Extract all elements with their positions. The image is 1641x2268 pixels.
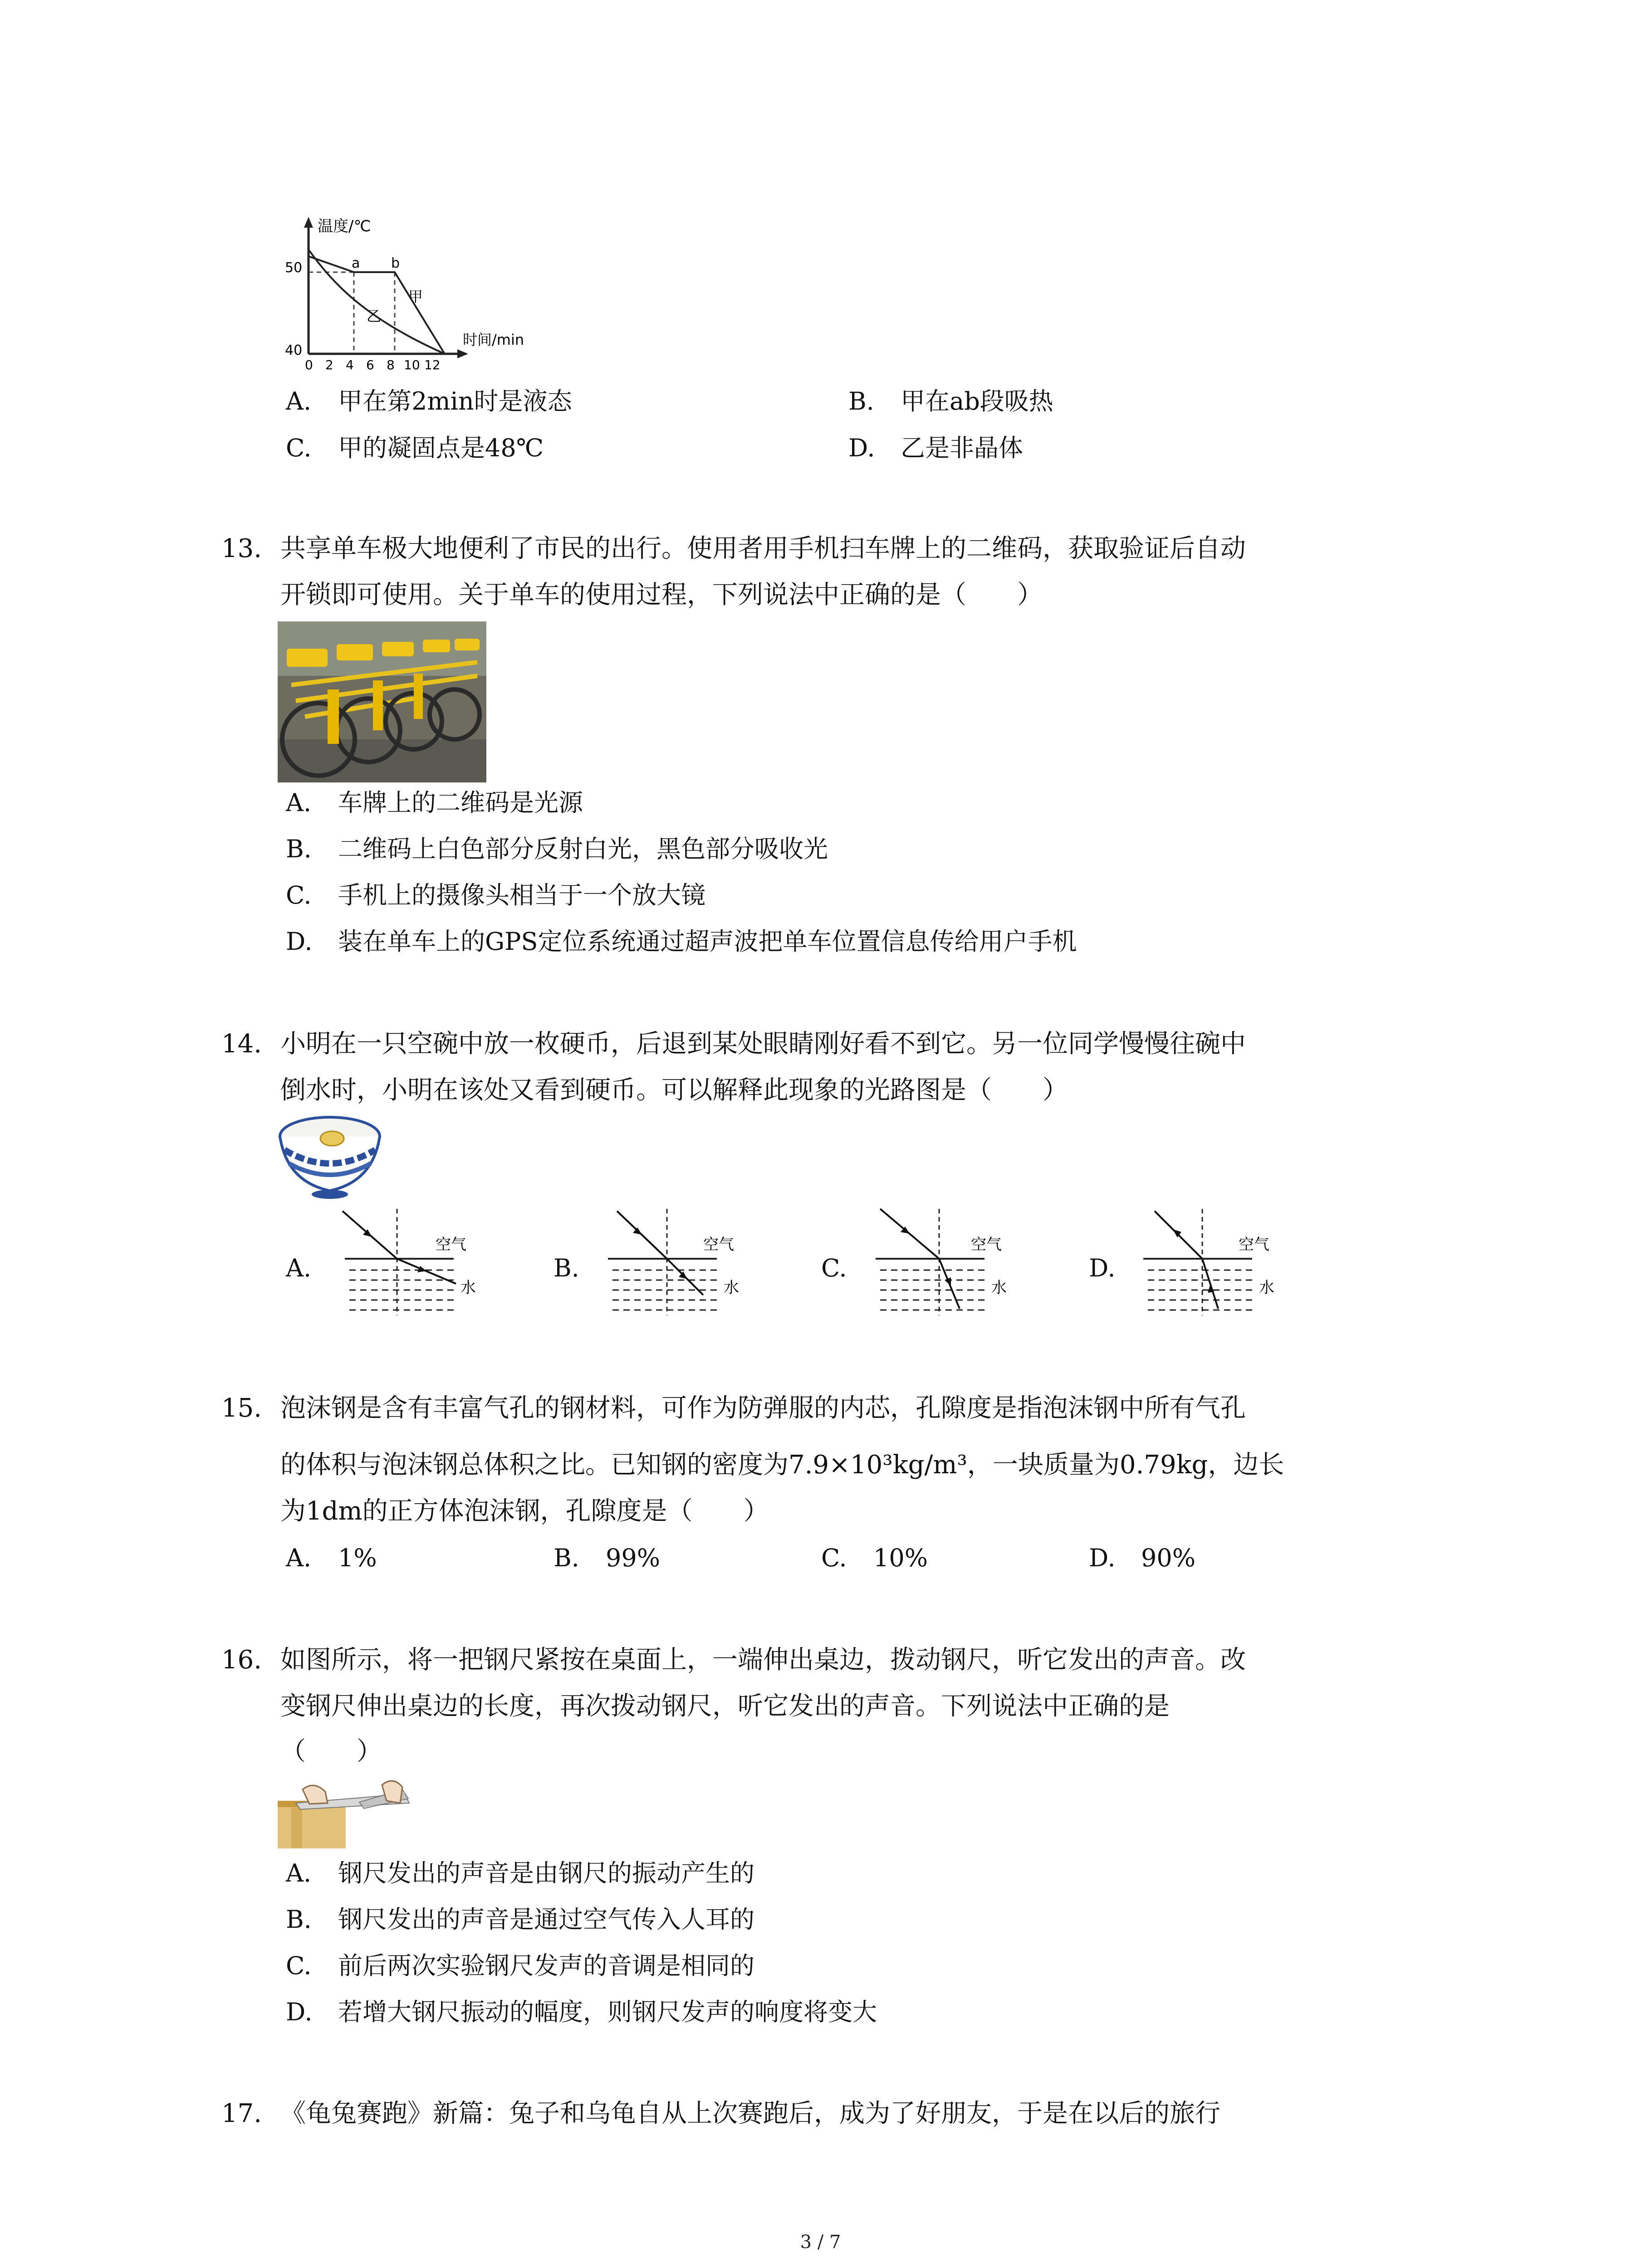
- x-tick: 12: [424, 357, 441, 372]
- x-tick: 4: [346, 357, 354, 372]
- option-text: 甲在ab段吸热: [901, 387, 1053, 415]
- q12-option-d[interactable]: [848, 430, 1023, 466]
- option-label: C.: [286, 881, 312, 909]
- option-text: 99%: [606, 1544, 661, 1572]
- q12-option-a[interactable]: [286, 383, 572, 420]
- q14-stem-line1: 小明在一只空碗中放一枚硬币，后退到某处眼睛刚好看不到它。另一位同学慢慢往碗中: [280, 1029, 1246, 1059]
- option-text: 二维码上白色部分反射白光，黑色部分吸收光: [338, 835, 828, 863]
- q14-stem-line2: 倒水时，小明在该处又看到硬币。可以解释此现象的光路图是（ ）: [280, 1075, 1068, 1105]
- q15-option-b[interactable]: [554, 1540, 660, 1576]
- option-label: B.: [286, 835, 312, 863]
- y-axis-label: 温度/℃: [318, 217, 371, 235]
- water-label: 水: [724, 1279, 739, 1297]
- light-path-diagram-c: [867, 1202, 1048, 1338]
- q15-stem-line2: 的体积与泡沫钢总体积之比。已知钢的密度为7.9×10³kg/m³，一块质量为0.79kg，边长: [280, 1450, 1284, 1480]
- option-text: 甲的凝固点是48℃: [338, 434, 544, 462]
- q16-option-a[interactable]: [286, 1855, 754, 1892]
- option-text: 手机上的摄像头相当于一个放大镜: [338, 881, 705, 909]
- q16-option-d[interactable]: [286, 1994, 877, 2030]
- y-tick-50: 50: [285, 260, 303, 276]
- light-path-diagram-d: [1134, 1202, 1316, 1338]
- option-label: B.: [848, 387, 874, 415]
- air-label: 空气: [971, 1236, 1002, 1254]
- q15-option-a[interactable]: [286, 1540, 377, 1576]
- option-text: 10%: [873, 1544, 928, 1572]
- q15-number: 15.: [221, 1393, 262, 1423]
- option-label: D.: [1089, 1254, 1116, 1282]
- q15-stem-line3: 为1dm的正方体泡沫钢，孔隙度是（ ）: [280, 1496, 769, 1526]
- option-label: D.: [1089, 1544, 1116, 1572]
- option-label: D.: [286, 1998, 313, 2026]
- option-text: 乙是非晶体: [901, 434, 1023, 462]
- q15-stem-line1: 泡沫钢是含有丰富气孔的钢材料，可作为防弹服的内芯，孔隙度是指泡沫钢中所有气孔: [280, 1393, 1246, 1423]
- x-tick: 2: [325, 357, 333, 372]
- curve-yi-label: 乙: [367, 308, 382, 325]
- option-label: C.: [821, 1544, 847, 1572]
- option-text: 90%: [1141, 1544, 1196, 1572]
- q13-option-c[interactable]: [286, 877, 705, 914]
- water-label: 水: [991, 1279, 1007, 1297]
- option-label: C.: [286, 434, 312, 462]
- q16-option-b[interactable]: [286, 1901, 754, 1938]
- option-label: A.: [286, 1544, 312, 1572]
- option-text: 钢尺发出的声音是由钢尺的振动产生的: [338, 1859, 754, 1887]
- q13-stem-line2: 开锁即可使用。关于单车的使用过程，下列说法中正确的是（ ）: [280, 580, 1043, 610]
- option-text: 钢尺发出的声音是通过空气传入人耳的: [338, 1905, 754, 1934]
- option-label: B.: [554, 1254, 579, 1282]
- option-label: C.: [286, 1951, 312, 1980]
- q16-number: 16.: [221, 1645, 262, 1675]
- option-text: 装在单车上的GPS定位系统通过超声波把单车位置信息传给用户手机: [338, 927, 1077, 956]
- q15-option-c[interactable]: [821, 1540, 928, 1576]
- q14-number: 14.: [221, 1029, 262, 1059]
- q14-option-d[interactable]: [1089, 1250, 1116, 1286]
- shared-bicycles-photo: [278, 621, 486, 782]
- q12-option-b[interactable]: [848, 383, 1053, 420]
- water-label: 水: [460, 1279, 476, 1297]
- air-label: 空气: [703, 1236, 734, 1254]
- option-label: B.: [554, 1544, 579, 1572]
- water-label: 水: [1259, 1279, 1274, 1297]
- bowl-with-coin-image: [278, 1114, 382, 1204]
- air-label: 空气: [1239, 1236, 1269, 1254]
- q14-option-b[interactable]: [554, 1250, 579, 1286]
- curve-jia-label: 甲: [408, 288, 423, 305]
- x-tick: 10: [404, 357, 420, 372]
- q16-stem-line3: （ ）: [280, 1737, 382, 1766]
- x-tick: 6: [366, 357, 374, 372]
- option-label: D.: [848, 434, 875, 462]
- option-label: C.: [821, 1254, 847, 1282]
- air-label: 空气: [436, 1236, 466, 1254]
- option-label: D.: [286, 927, 313, 956]
- q14-option-a[interactable]: [286, 1250, 311, 1286]
- ruler-on-table-image: [278, 1776, 414, 1848]
- q16-option-c[interactable]: [286, 1948, 754, 1984]
- point-a-label: a: [352, 255, 360, 271]
- q13-stem-line1: 共享单车极大地便利了市民的出行。使用者用手机扫车牌上的二维码，获取验证后自动: [280, 534, 1246, 563]
- q12-option-c[interactable]: [286, 430, 544, 466]
- q13-option-b[interactable]: [286, 831, 828, 867]
- y-tick-40: 40: [285, 342, 303, 358]
- temperature-time-graph: [272, 213, 563, 372]
- option-text: 1%: [338, 1544, 377, 1572]
- option-label: A.: [286, 1254, 312, 1282]
- light-path-diagram-b: [599, 1202, 780, 1338]
- option-text: 前后两次实验钢尺发声的音调是相同的: [338, 1951, 754, 1980]
- q13-number: 13.: [221, 534, 262, 563]
- option-text: 若增大钢尺振动的幅度，则钢尺发声的响度将变大: [338, 1998, 877, 2026]
- option-label: A.: [286, 387, 312, 415]
- q14-option-c[interactable]: [821, 1250, 847, 1286]
- q13-option-a[interactable]: [286, 785, 583, 821]
- q16-stem-line2: 变钢尺伸出桌边的长度，再次拨动钢尺，听它发出的声音。下列说法中正确的是: [280, 1691, 1170, 1721]
- option-text: 车牌上的二维码是光源: [338, 788, 583, 817]
- x-axis-label: 时间/min: [463, 331, 524, 348]
- q13-option-d[interactable]: [286, 924, 1077, 960]
- option-label: A.: [286, 788, 312, 817]
- option-label: B.: [286, 1905, 312, 1934]
- q17-number: 17.: [221, 2099, 262, 2128]
- page-number: 3 / 7: [800, 2232, 841, 2253]
- option-label: A.: [286, 1859, 312, 1887]
- option-text: 甲在第2min时是液态: [338, 387, 572, 415]
- q15-option-d[interactable]: [1089, 1540, 1195, 1576]
- q17-stem-line1: 《龟兔赛跑》新篇：兔子和乌龟自从上次赛跑后，成为了好朋友，于是在以后的旅行: [280, 2099, 1220, 2128]
- point-b-label: b: [391, 255, 400, 271]
- light-path-diagram-a: [336, 1202, 517, 1338]
- x-tick: 0: [305, 357, 313, 372]
- x-tick: 8: [387, 357, 395, 372]
- q16-stem-line1: 如图所示，将一把钢尺紧按在桌面上，一端伸出桌边，拨动钢尺，听它发出的声音。改: [280, 1645, 1246, 1675]
